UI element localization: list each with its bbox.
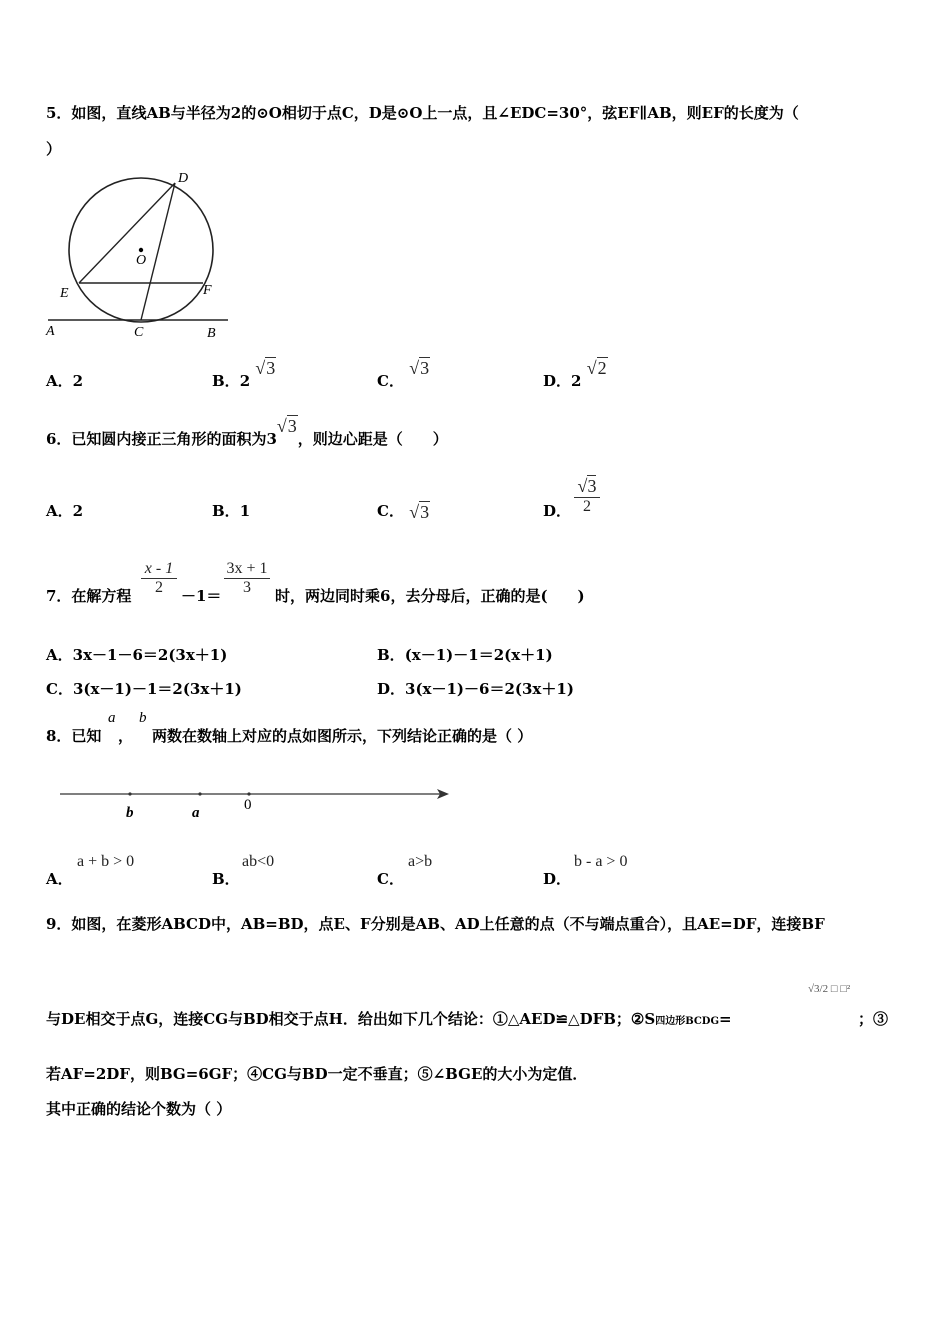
point-zero (247, 792, 250, 795)
q5-figure (40, 160, 240, 345)
q5-stem-close: ） (46, 140, 62, 158)
axis-label-zero: 0 (244, 797, 252, 813)
sqrt: √2 (586, 358, 607, 378)
sqrt: √3 (276, 416, 297, 436)
q7-prefix: 7．在解方程 (46, 587, 132, 605)
point-b (128, 792, 131, 795)
subscript: 四边形BCDG (655, 1016, 720, 1027)
center-point (139, 248, 143, 252)
q9-line-2: 与DE相交于点G，连接CG与BD相交于点H．给出如下几个结论：①△AED≌△DFB；②S四边形BCDG= (46, 1010, 732, 1028)
axis-label-a: a (192, 805, 200, 821)
q7-suffix: 时，两边同时乘6，去分母后，正确的是( ) (275, 587, 585, 605)
q8-option-c-value: a>b (408, 853, 433, 870)
label-d: D (178, 171, 189, 186)
q9-line-3: 若AF=2DF，则BG=6GF；④CG与BD一定不垂直；⑤∠BGE的大小为定值． (46, 1065, 588, 1083)
q8-option-b-label: B． (212, 870, 240, 888)
q6-stem: 6．已知圆内接正三角形的面积为3√3，则边心距是（ ） (46, 416, 448, 448)
q7-mid: －1＝ (181, 587, 222, 605)
q6-option-c: C． √3 (377, 502, 430, 522)
point-a (198, 792, 201, 795)
q6-option-d-fraction: $\frac{√3}{2}$ (574, 476, 600, 516)
q8-option-d-value: b - a > 0 (574, 853, 628, 870)
q8-var-a: a (108, 710, 116, 726)
q8-option-d-label: D． (543, 870, 572, 888)
q8-var-b: b (139, 710, 147, 726)
q9-area-formula: √3/2 □ □² (808, 983, 851, 995)
sqrt: √3 (409, 502, 430, 522)
q8-option-c-label: C． (377, 870, 404, 888)
q8-prefix: 8．已知 (46, 727, 102, 745)
q7-fraction-1: $\frac{x - 1}{2}$ (141, 560, 177, 597)
q8-comma: ， (118, 727, 134, 745)
q7-option-a: A．3x－1－6＝2(3x＋1) (46, 646, 228, 664)
q8-option-b-value: ab<0 (242, 853, 275, 870)
q9-line-1: 9．如图，在菱形ABCD中，AB=BD，点E、F分别是AB、AD上任意的点（不与端点重合），且AE=DF，连接BF (46, 915, 825, 933)
axis-label-b: b (126, 805, 134, 821)
q5-option-d: D．2 √2 (543, 358, 607, 390)
q6-option-b: B．1 (212, 502, 251, 520)
q5-stem: 5．如图，直线AB与半径为2的⊙O相切于点C，D是⊙O上一点，且∠EDC=30°，弦EF∥AB，则EF的长度为（ (46, 104, 799, 122)
q5-option-b: B．2 √3 (212, 358, 276, 390)
label-f: F (203, 283, 212, 298)
label-e: E (60, 286, 69, 301)
q8-option-a-label: A． (46, 870, 73, 888)
q6-option-d-label: D． (543, 502, 572, 520)
q9-line-2-end: ；③ (858, 1010, 889, 1028)
sqrt: √3 (409, 358, 430, 378)
segment-ed (79, 183, 175, 283)
label-b: B (207, 326, 216, 341)
segment-cd (141, 183, 175, 320)
q7-option-d: D．3(x－1)－6＝2(3x＋1) (377, 680, 574, 698)
q8-option-a-value: a + b > 0 (77, 853, 135, 870)
q5-option-a: A．2 (46, 372, 84, 390)
q7-option-c: C．3(x－1)－1＝2(3x＋1) (46, 680, 242, 698)
sqrt: √3 (255, 358, 276, 378)
q5-option-c: C． √3 (377, 358, 430, 390)
label-c: C (134, 325, 144, 340)
q8-suffix: 两数在数轴上对应的点如图所示，下列结论正确的是（ ） (152, 727, 533, 745)
q7-option-b: B．(x－1)－1＝2(x＋1) (377, 646, 553, 664)
q9-line-4: 其中正确的结论个数为（ ） (46, 1100, 232, 1118)
q7-fraction-2: $\frac{3x + 1}{3}$ (224, 560, 270, 597)
q6-option-a: A．2 (46, 502, 84, 520)
label-a: A (46, 324, 55, 339)
label-o: O (136, 253, 147, 268)
q8-number-line (55, 780, 455, 825)
